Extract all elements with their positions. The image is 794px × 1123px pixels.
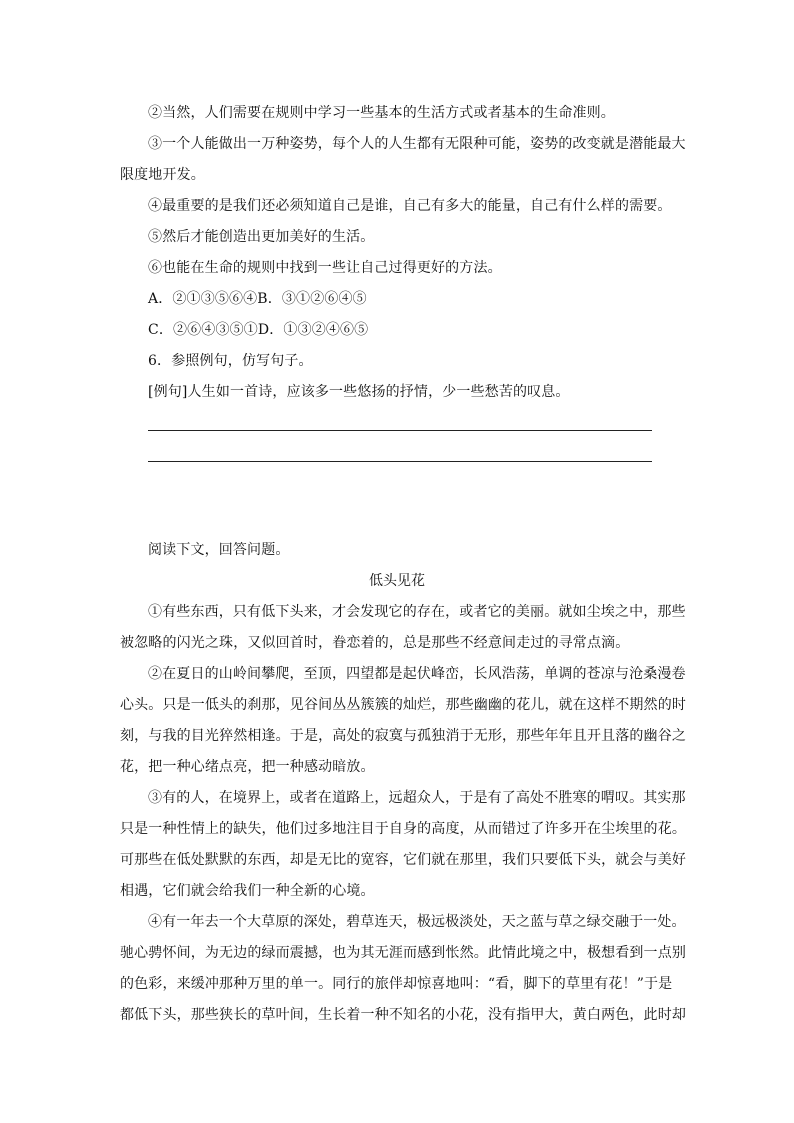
passage-line: 花，把一种心绪点亮，把一种感动暗放。 [120,759,375,775]
passage-line: 被忽略的闪光之珠，又似回首时，眷恋着的，总是那些不经意间走过的寻常点滴。 [120,635,630,651]
question-6-example: [例句]人生如一首诗，应该多一些悠扬的抒情，少一些愁苦的叹息。 [148,384,570,400]
reading-instruction: 阅读下文，回答问题。 [148,542,290,558]
passage-line: 相遇，它们就会给我们一种全新的心境。 [120,883,375,899]
passage-line: ①有些东西，只有低下头来，才会发现它的存在，或者它的美丽。就如尘埃之中，那些 [148,604,686,620]
answer-line-1[interactable] [148,430,652,431]
question-6-label: 6．参照例句，仿写句子。 [148,353,313,369]
options-c-d: C．②⑥④③⑤①D．①③②④⑥⑤ [148,322,369,338]
passage-line: 刻，与我的目光猝然相逢。于是，高处的寂寞与孤独消于无形，那些年年且开且落的幽谷之 [120,728,686,744]
sentence-5: ⑤然后才能创造出更加美好的生活。 [148,229,375,245]
passage-line: 驰心骋怀间，为无边的绿而震撼，也为其无涯而感到怅然。此情此境之中，极想看到一点别 [120,945,686,961]
passage-line: ②在夏日的山岭间攀爬，至顶，四望都是起伏峰峦，长风浩荡，单调的苍凉与沧桑漫卷 [148,666,686,682]
sentence-3-continued: 限度地开发。 [120,167,205,183]
sentence-4: ④最重要的是我们还必须知道自己是谁，自己有多大的能量，自己有什么样的需要。 [148,198,672,214]
passage-line: 心头。只是一低头的刹那，见谷间丛丛簇簇的灿烂，那些幽幽的花儿，就在这样不期然的时 [120,697,686,713]
passage-title: 低头见花 [369,573,425,589]
passage-line: 的色彩，来缓冲那种万里的单一。同行的旅伴却惊喜地叫：“看，脚下的草里有花！”于是 [120,976,673,992]
passage-line: 都低下头，那些狭长的草叶间，生长着一种不知名的小花，没有指甲大，黄白两色，此时却 [120,1007,686,1023]
sentence-2: ②当然，人们需要在规则中学习一些基本的生活方式或者基本的生命准则。 [148,105,615,121]
passage-line: ③有的人，在境界上，或者在道路上，远超众人，于是有了高处不胜寒的喟叹。其实那 [148,790,686,806]
options-a-b: A．②①③⑤⑥④B．③①②⑥④⑤ [148,291,367,307]
sentence-6: ⑥也能在生命的规则中找到一些让自己过得更好的方法。 [148,260,502,276]
passage-line: ④有一年去一个大草原的深处，碧草连天，极远极淡处，天之蓝与草之绿交融于一处。 [148,914,686,930]
sentence-3: ③一个人能做出一万种姿势，每个人的人生都有无限种可能，姿势的改变就是潜能最大 [148,136,686,152]
answer-line-2[interactable] [148,461,652,462]
passage-line: 可那些在低处默默的东西，却是无比的宽容，它们就在那里，我们只要低下头，就会与美好 [120,852,686,868]
passage-line: 只是一种性情上的缺失，他们过多地注目于自身的高度，从而错过了许多开在尘埃里的花。 [120,821,686,837]
